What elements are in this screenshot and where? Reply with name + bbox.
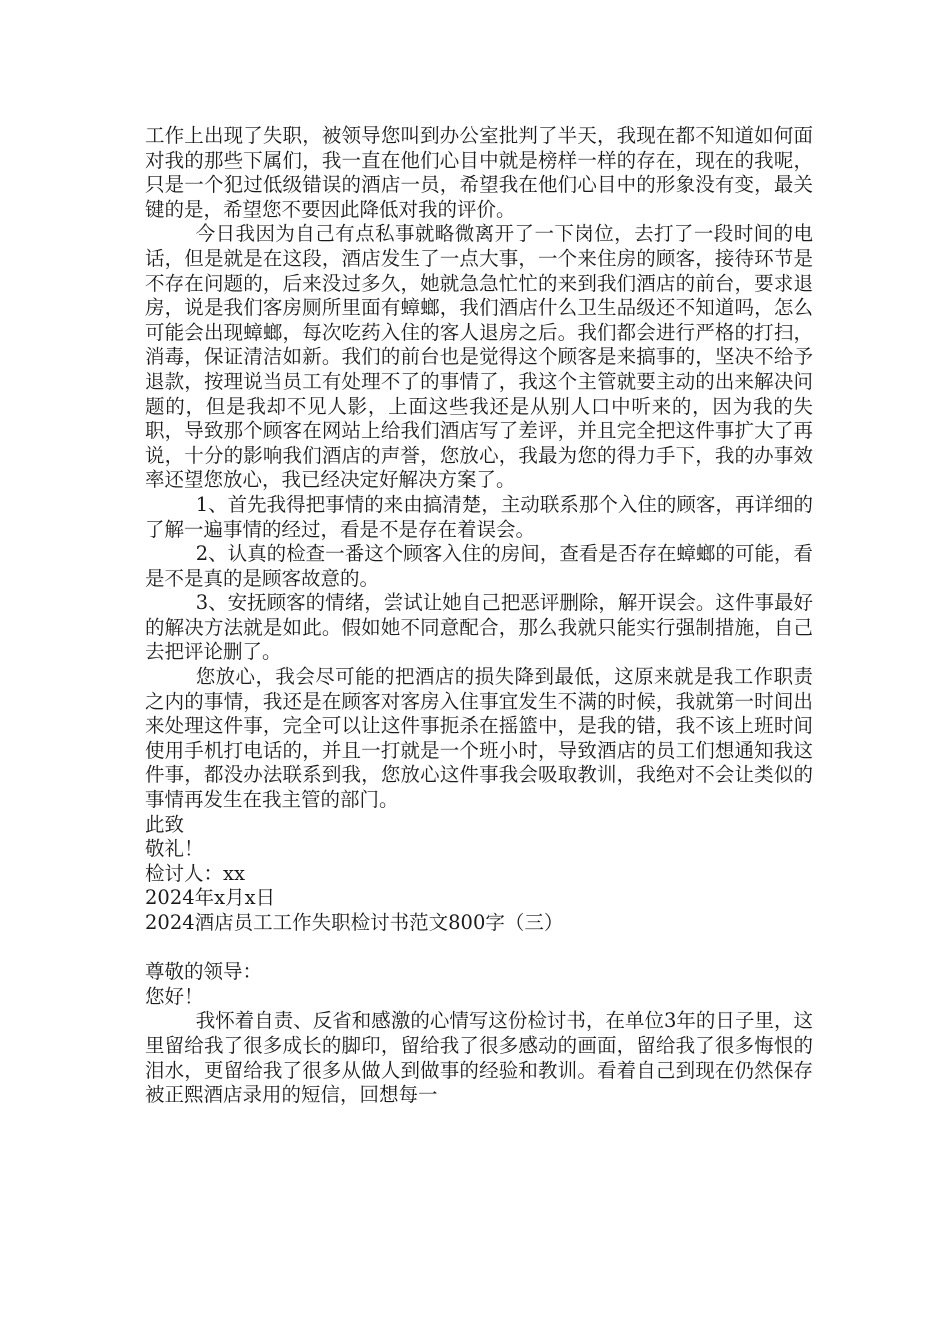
paragraph-assurance: 您放心，我会尽可能的把酒店的损失降到最低，这原来就是我工作职责之内的事情，我还是在顾客对客房入住事宜发生不满的时候，我就第一时间出来处理这件事，完全可以让这件事扼杀在摇篮中，是我的错，我不该上班时间使用手机打电话的，并且一打就是一个班小时，导致酒店的员工们想通知我这件事，都没办法联系到我，您放心这件事我会吸取教训，我绝对不会让类似的事情再发生在我主管的部门。: [145, 665, 813, 812]
blank-line: [145, 936, 813, 961]
closing-salutation: 此致: [145, 812, 185, 836]
document-body: [145, 124, 813, 1108]
letter-hello: 您好！: [145, 984, 204, 1008]
closing-respect: 敬礼！: [145, 837, 204, 861]
paragraph-continuation: 工作上出现了失职，被领导您叫到办公室批判了半天，我现在都不知道如何面对我的那些下属们，我一直在他们心目中就是榜样一样的存在，现在的我呢，只是一个犯过低级错误的酒店一员，希望我在他们心目中的形象没有变，最关键的是，希望您不要因此降低对我的评价。: [145, 124, 813, 221]
letter-greeting: 尊敬的领导：: [145, 960, 263, 984]
section-title: 2024酒店员工工作失职检讨书范文800字（三）: [145, 911, 564, 934]
paragraph-step-3: 3、安抚顾客的情绪，尝试让她自己把恶评删除，解开误会。这件事最好的解决方法就是如此。假如她不同意配合，那么我就只能实行强制措施，自己去把评论删了。: [145, 591, 813, 664]
paragraph-letter-opening: 我怀着自责、反省和感激的心情写这份检讨书，在单位3年的日子里，这里留给我了很多成长的脚印，留给我了很多感动的画面，留给我了很多悔恨的泪水，更留给我了很多从做人到做事的经验和教训。看着自己到现在仍然保存被正熙酒店录用的短信，回想每一: [145, 1009, 813, 1107]
date-line: 2024年x月x日: [145, 886, 276, 910]
signer-line: 检讨人：xx: [145, 861, 245, 885]
paragraph-incident: 今日我因为自己有点私事就略微离开了一下岗位，去打了一段时间的电话，但是就是在这段，酒店发生了一点大事，一个来住房的顾客，接待环节是不存在问题的，后来没过多久，她就急急忙忙的来到我们酒店的前台，要求退房，说是我们客房厕所里面有蟑螂，我们酒店什么卫生品级还不知道吗，怎么可能会出现蟑螂，每次吃药入住的客人退房之后。我们都会进行严格的打扫，消毒，保证清洁如新。我们的前台也是觉得这个顾客是来搞事的，坚决不给予退款，按理说当员工有处理不了的事情了，我这个主管就要主动的出来解决问题的，但是我却不见人影，上面这些我还是从别人口中听来的，因为我的失职，导致那个顾客在网站上给我们酒店写了差评，并且完全把这件事扩大了再说，十分的影响我们酒店的声誉，您放心，我最为您的得力手下，我的办事效率还望您放心，我已经决定好解决方案了。: [145, 222, 813, 492]
paragraph-step-2: 2、认真的检查一番这个顾客入住的房间，查看是否存在蟑螂的可能，看是不是真的是顾客故意的。: [145, 542, 813, 590]
paragraph-step-1: 1、首先我得把事情的来由搞清楚，主动联系那个入住的顾客，再详细的了解一遍事情的经过，看是不是存在着误会。: [145, 492, 813, 541]
